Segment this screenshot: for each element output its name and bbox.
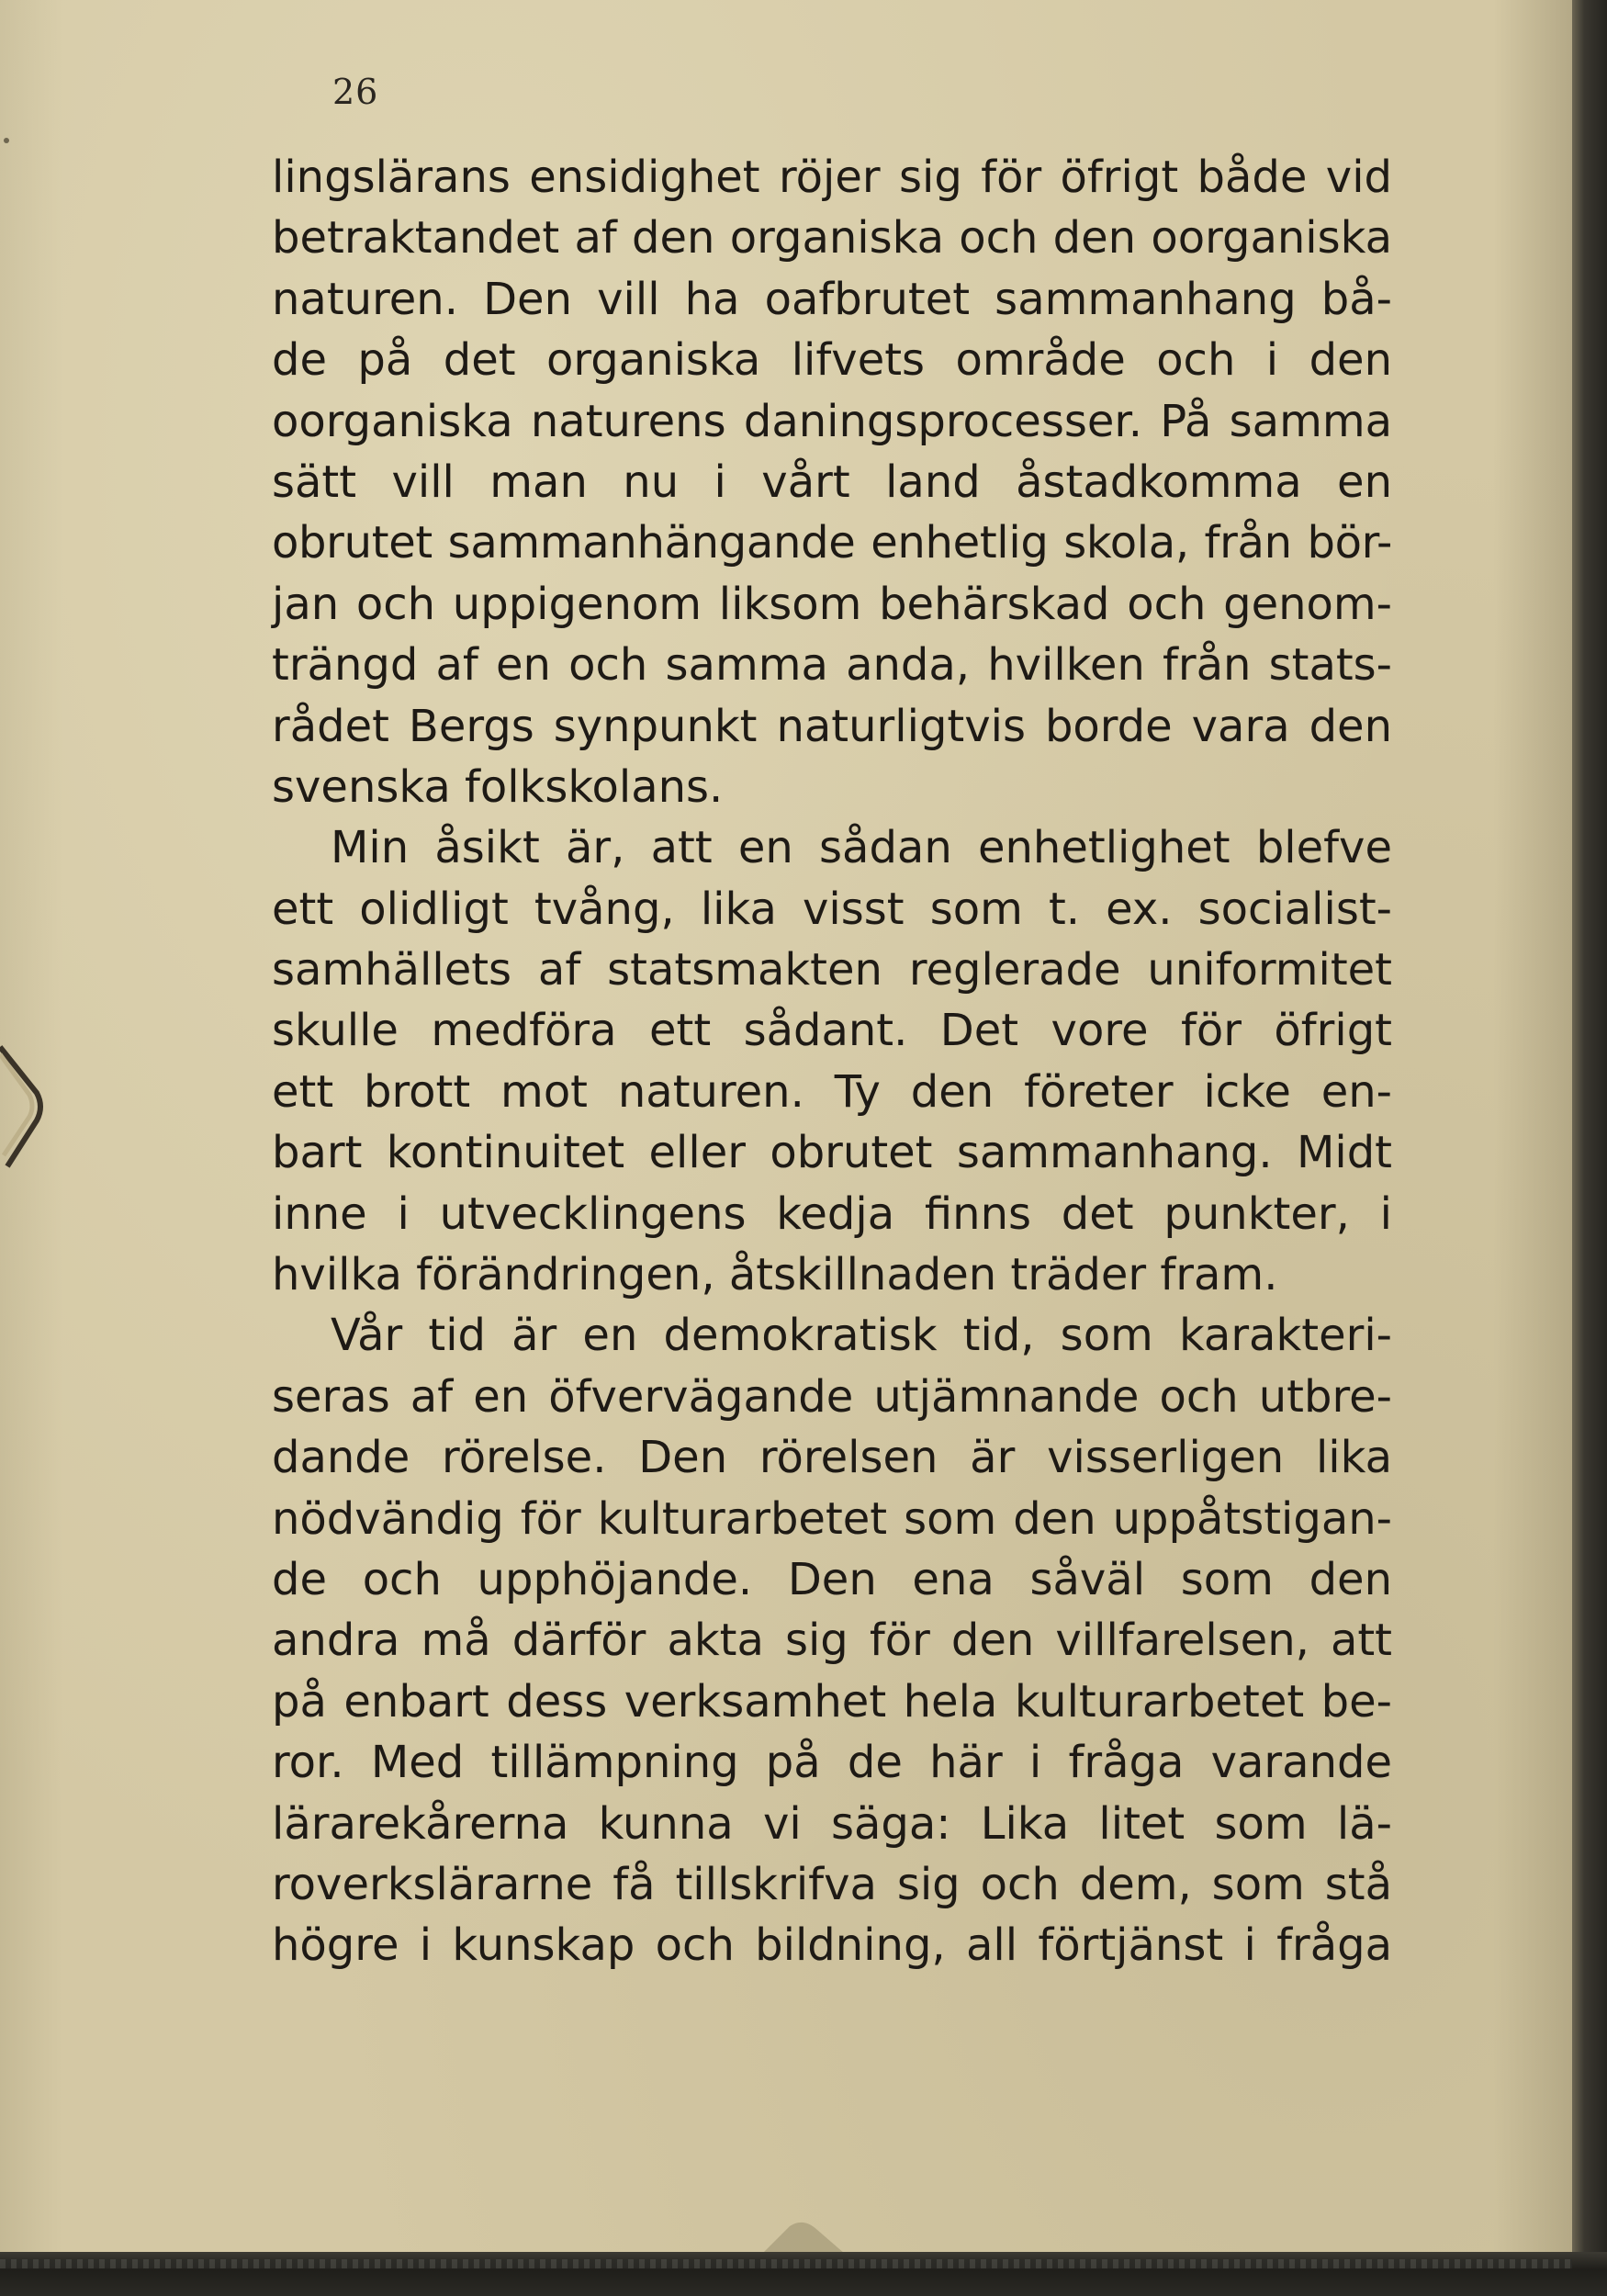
text-line: svenska folkskolans.: [272, 760, 724, 813]
bottom-edge-strip: [0, 2259, 1572, 2268]
book-bottom-edge: [0, 2252, 1607, 2296]
text-line: seras af en öfvervägande utjämnande och utbre-: [272, 1370, 1392, 1423]
text-line: nödvändig för kulturarbetet som den uppåtstigan-: [272, 1492, 1392, 1545]
page-tear-notch: [762, 2213, 845, 2252]
text-line: roverkslärarne få tillskrifva sig och dem, som stå: [272, 1858, 1392, 1910]
text-line: bart kontinuitet eller obrutet sammanhang. Midt: [272, 1127, 1392, 1179]
text-line: dande rörelse. Den rörelsen är visserligen lika: [272, 1432, 1392, 1484]
text-line: oorganiska naturens daningsprocesser. På samma: [272, 395, 1392, 447]
text-line: naturen. Den vill ha oafbrutet sammanhang bå-: [272, 273, 1392, 325]
text-line: betraktandet af den organiska och den oorganiska: [272, 212, 1392, 264]
paper-speck: [4, 138, 9, 143]
text-line: samhällets af statsmakten reglerade uniformitet: [272, 944, 1392, 996]
page-clip-mark: [0, 1038, 64, 1176]
text-line: de och upphöjande. Den ena såväl som den: [272, 1553, 1392, 1605]
text-line: ror. Med tillämpning på de här i fråga varande: [272, 1737, 1392, 1789]
text-line: obrutet sammanhängande enhetlig skola, från bör-: [272, 517, 1392, 569]
text-line: på enbart dess verksamhet hela kulturarbetet be-: [272, 1675, 1392, 1728]
text-line: ett brott mot naturen. Ty den företer icke en-: [272, 1065, 1392, 1118]
text-line: sätt vill man nu i vårt land åstadkomma en: [272, 456, 1392, 508]
text-line: lingslärans ensidighet röjer sig för öfrigt både vid: [272, 152, 1392, 203]
body-text: [272, 147, 1392, 1976]
text-line: rådet Bergs synpunkt naturligtvis borde vara den: [272, 700, 1392, 752]
text-line: lärarekårerna kunna vi säga: Lika litet som lä-: [272, 1797, 1392, 1850]
text-line: Vår tid är en demokratisk tid, som karakteri-: [331, 1310, 1392, 1362]
text-line: andra må därför akta sig för den villfarelsen, att: [272, 1615, 1392, 1667]
text-line: inne i utvecklingens kedja finns det punkter, i: [272, 1187, 1392, 1240]
page-number: 26: [332, 72, 379, 112]
text-line: de på det organiska lifvets område och i den: [272, 334, 1392, 387]
text-line: trängd af en och samma anda, hvilken från stats-: [272, 639, 1392, 692]
text-line: skulle medföra ett sådant. Det vore för öfrigt: [272, 1005, 1392, 1057]
text-line: jan och uppigenom liksom behärskad och genom-: [272, 578, 1392, 630]
book-spine-edge: [1572, 0, 1607, 2296]
text-line: hvilka förändringen, åtskillnaden träder fram.: [272, 1249, 1278, 1301]
text-line: högre i kunskap och bildning, all förtjänst i fråga: [272, 1919, 1392, 1972]
text-line: Min åsikt är, att en sådan enhetlighet blefve: [331, 822, 1392, 874]
text-line: ett olidligt tvång, lika visst som t. ex. socialist-: [272, 883, 1392, 935]
